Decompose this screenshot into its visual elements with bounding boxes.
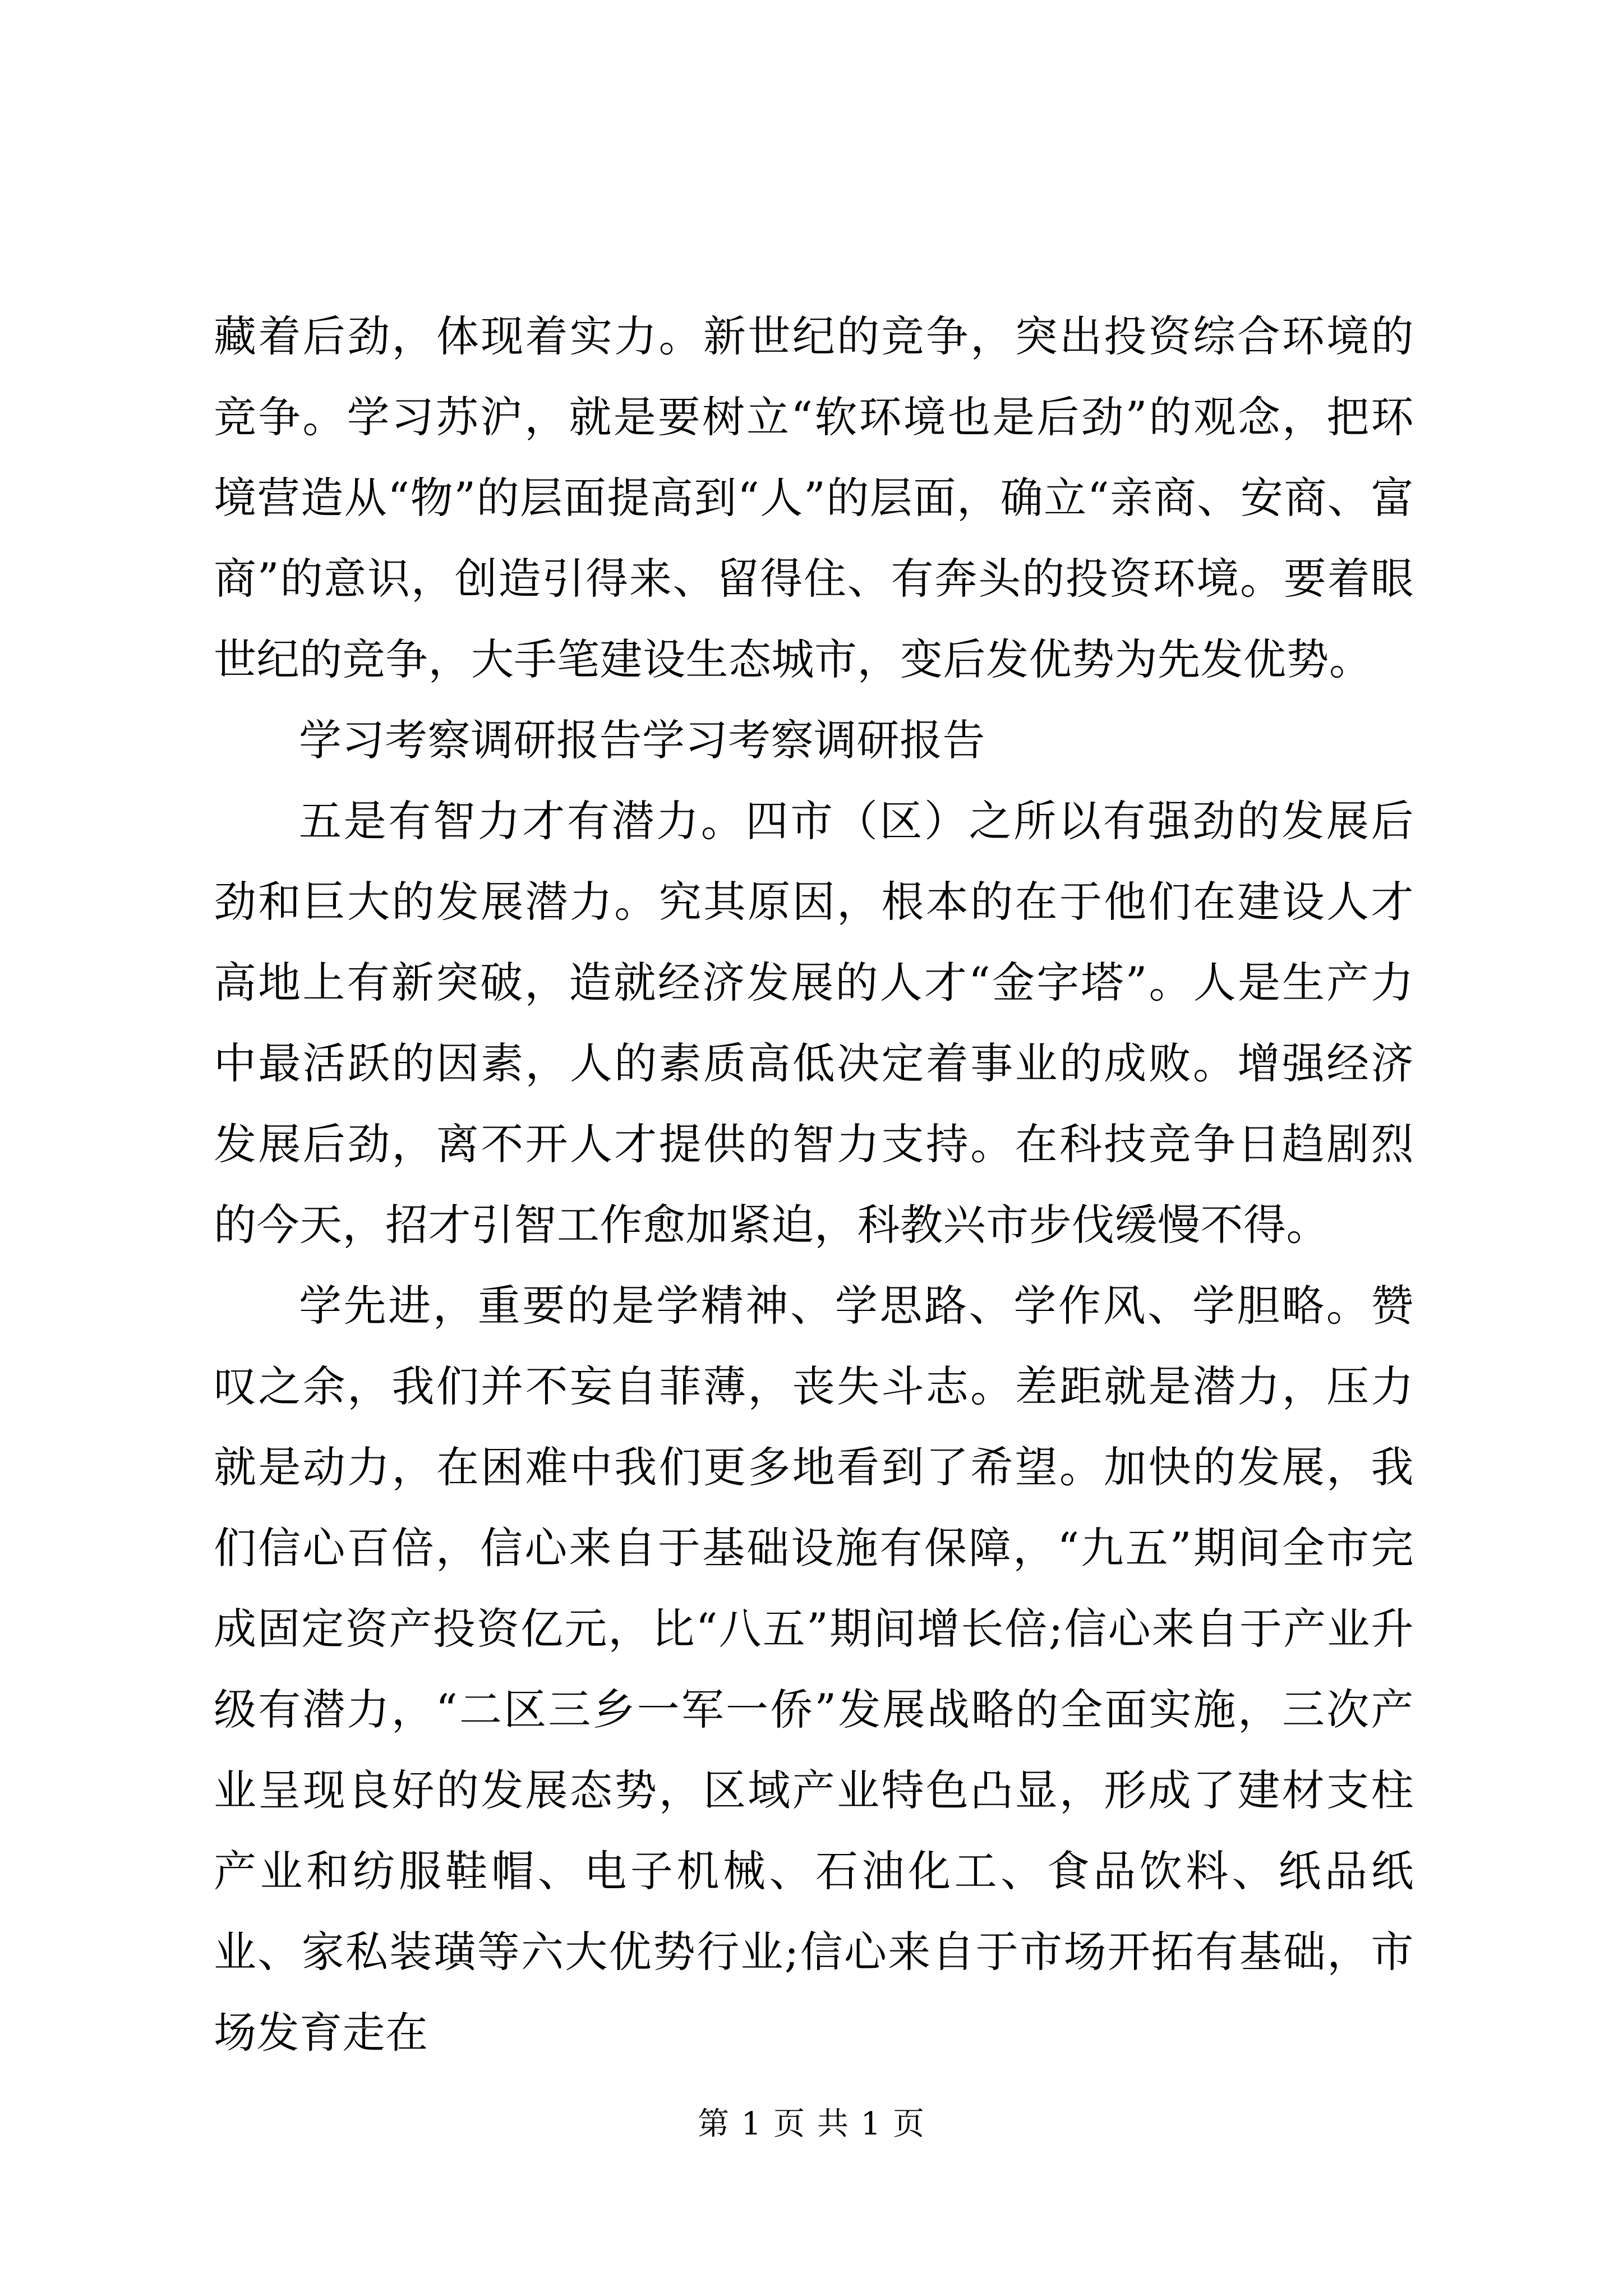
document-body (214, 296, 1414, 2073)
paragraph-learn-advanced: 学先进，重要的是学精神、学思路、学作风、学胆略。赞叹之余，我们并不妄自菲薄，丧失斗志。差距就是潜力，压力就是动力，在困难中我们更多地看到了希望。加快的发展，我们信心百倍，信心来自于基础设施有保障，“九五”期间全市完成固定资产投资亿元，比“八五”期间增长倍;信心来自于产业升级有潜力，“二区三乡一军一侨”发展战略的全面实施，三次产业呈现良好的发展态势，区域产业特色凸显，形成了建材支柱产业和纺服鞋帽、电子机械、石油化工、食品饮料、纸品纸业、家私装璜等六大优势行业;信心来自于市场开拓有基础，市场发育走在 (214, 1281, 1414, 2058)
page-footer: 第 1 页 共 1 页 (697, 2106, 926, 2142)
paragraph-heading: 学习考察调研报告学习考察调研报告 (299, 715, 985, 765)
paragraph-continuation: 藏着后劲，体现着实力。新世纪的竞争，突出投资综合环境的竞争。学习苏沪，就是要树立“软环境也是后劲”的观念，把环境营造从“物”的层面提高到“人”的层面，确立“亲商、安商、富商”的意识，创造引得来、留得住、有奔头的投资环境。要着眼世纪的竞争，大手笔建设生态城市，变后发优势为先发优势。 (214, 311, 1414, 684)
paragraph-intellect-potential: 五是有智力才有潜力。四市（区）之所以有强劲的发展后劲和巨大的发展潜力。究其原因，根本的在于他们在建设人才高地上有新突破，造就经济发展的人才“金字塔”。人是生产力中最活跃的因素，人的素质高低决定着事业的成败。增强经济发展后劲，离不开人才提供的智力支持。在科技竞争日趋剧烈的今天，招才引智工作愈加紧迫，科教兴市步伐缓慢不得。 (214, 796, 1414, 1250)
